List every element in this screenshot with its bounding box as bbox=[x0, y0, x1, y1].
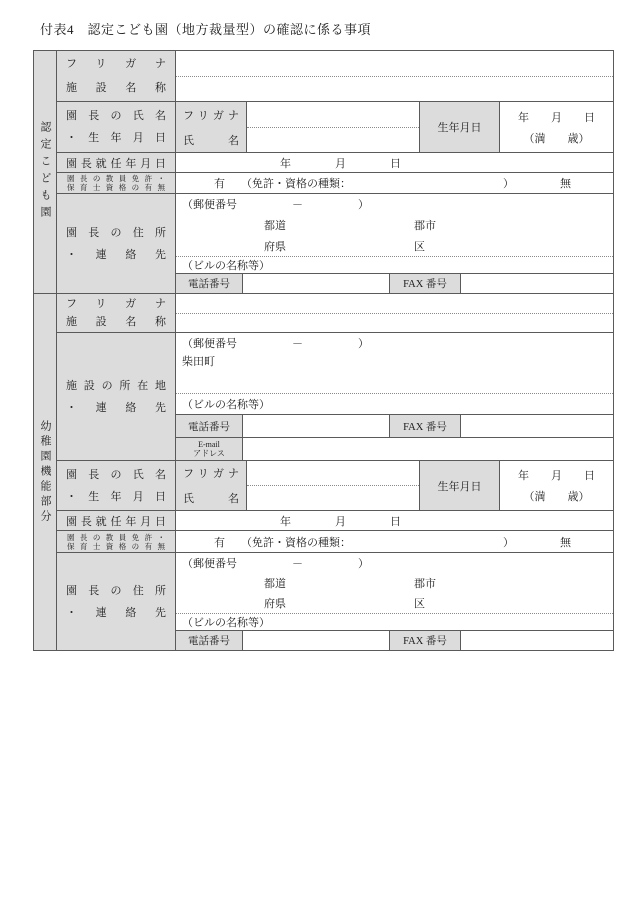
s2-region-input[interactable] bbox=[176, 573, 613, 613]
s1-appointment-input[interactable]: 年 月 日 bbox=[280, 157, 401, 170]
s1-license-label-l2: 保育士資格の有無 bbox=[67, 183, 165, 192]
s2-facility-label: 施設名称 bbox=[66, 316, 166, 328]
s1-furigana-label: フリガナ bbox=[66, 58, 166, 70]
s2-appointment-input[interactable]: 年 月 日 bbox=[280, 515, 401, 528]
form-table bbox=[33, 50, 614, 651]
s2-location-label-l2: ・連絡先 bbox=[66, 401, 166, 414]
s2-ku-label: 区 bbox=[414, 598, 425, 610]
s1-building-input[interactable]: （ビルの名称等） bbox=[176, 256, 613, 273]
s2-appointment-label-text: 園長就任年月日 bbox=[66, 515, 166, 528]
s2-address-label bbox=[57, 553, 176, 650]
s2-addr-tel-fax-row bbox=[176, 630, 613, 650]
s2-furigana-label: フリガナ bbox=[66, 298, 166, 310]
s1-facility-name-row bbox=[57, 51, 613, 101]
s1-postal-input[interactable]: （郵便番号 － ） bbox=[182, 199, 369, 211]
s2-fuken-label: 府県 bbox=[264, 598, 286, 610]
s1-address-row bbox=[57, 193, 613, 293]
s1-facility-name-label bbox=[57, 51, 176, 101]
s2-birthdate-value[interactable] bbox=[500, 461, 613, 510]
s1-ku-label: 区 bbox=[414, 240, 425, 253]
s2-fax-input[interactable] bbox=[461, 415, 613, 437]
s2-appointment-label bbox=[57, 511, 176, 530]
s1-director-name-sublabel: 氏名 bbox=[183, 134, 239, 147]
s1-director-furigana-sublabel: フリガナ bbox=[183, 109, 239, 122]
s2-email-label-l2: アドレス bbox=[193, 449, 225, 458]
s2-license-yes-option[interactable]: 有 bbox=[214, 536, 225, 549]
section-nintei-kodomoen bbox=[34, 51, 613, 293]
s2-license-kind-label: （免許・資格の種類： bbox=[241, 536, 351, 549]
s1-region-input[interactable] bbox=[176, 214, 613, 256]
s2-director-sublabel bbox=[176, 461, 247, 510]
s2-appointment-row bbox=[57, 510, 613, 530]
s1-facility-label: 施設名称 bbox=[66, 82, 166, 94]
s1-tel-input[interactable] bbox=[243, 274, 390, 293]
s2-location-label bbox=[57, 333, 176, 460]
s2-license-row bbox=[57, 530, 613, 552]
s1-address-label bbox=[57, 194, 176, 293]
s1-license-yes-option[interactable]: 有 bbox=[214, 178, 225, 190]
s2-birthdate-age: （満 歳） bbox=[523, 490, 590, 503]
s2-director-name-value bbox=[247, 461, 420, 510]
s1-director-furigana-input[interactable] bbox=[247, 102, 419, 128]
s2-director-label-l2: ・生年月日 bbox=[66, 490, 166, 503]
s2-email-row bbox=[176, 437, 613, 460]
section1-rows bbox=[57, 51, 613, 293]
s2-facility-name-input[interactable] bbox=[176, 314, 613, 333]
s2-location-row bbox=[57, 332, 613, 460]
s2-address-value bbox=[176, 553, 613, 650]
s2-addr-tel-input[interactable] bbox=[243, 631, 390, 650]
s1-appointment-label-text: 園長就任年月日 bbox=[66, 157, 166, 170]
s1-facility-name-input[interactable] bbox=[176, 77, 613, 102]
s1-license-close-paren: ） bbox=[503, 178, 514, 190]
s1-fax-input[interactable] bbox=[461, 274, 613, 293]
s2-address-label-l1: 園長の住所 bbox=[66, 584, 166, 597]
s1-license-row bbox=[57, 172, 613, 193]
s1-director-name-value bbox=[247, 102, 420, 152]
s1-license-kind-label: （免許・資格の種類： bbox=[241, 178, 351, 190]
s1-facility-furigana-input[interactable] bbox=[176, 51, 613, 77]
s2-license-no-option[interactable]: 無 bbox=[560, 536, 571, 549]
s2-director-furigana-sublabel: フリガナ bbox=[183, 468, 239, 481]
s1-facility-name-value bbox=[176, 51, 613, 101]
s1-license-label bbox=[57, 173, 176, 193]
s2-addr-building-input[interactable]: （ビルの名称等） bbox=[176, 613, 613, 630]
s2-facility-furigana-input[interactable] bbox=[176, 294, 613, 314]
s2-address-row bbox=[57, 552, 613, 650]
s2-location-label-l1: 施設の所在地 bbox=[66, 379, 166, 392]
section-yochien-kino bbox=[34, 293, 613, 650]
s2-birthdate-label: 生年月日 bbox=[420, 461, 500, 510]
s1-todo-label: 都道 bbox=[264, 219, 286, 232]
s2-email-input[interactable] bbox=[243, 438, 613, 460]
s2-postal-input[interactable]: （郵便番号 － ） bbox=[182, 338, 369, 350]
s1-address-value bbox=[176, 194, 613, 293]
s2-director-label bbox=[57, 461, 176, 510]
s1-director-label-l2: ・生年月日 bbox=[66, 132, 166, 144]
s2-facility-name-row bbox=[57, 294, 613, 332]
s2-license-label-l2: 保育士資格の有無 bbox=[67, 541, 165, 551]
s1-director-row bbox=[57, 101, 613, 152]
s2-addr-postal-input[interactable]: （郵便番号 － ） bbox=[182, 558, 369, 570]
s2-tel-fax-row bbox=[176, 414, 613, 437]
s2-gunshi-label: 郡市 bbox=[414, 578, 436, 590]
s2-tel-label: 電話番号 bbox=[176, 415, 243, 437]
s1-birthdate-value[interactable] bbox=[500, 102, 613, 152]
s1-appointment-row bbox=[57, 152, 613, 172]
s1-birthdate-label: 生年月日 bbox=[420, 102, 500, 152]
s1-tel-fax-row bbox=[176, 273, 613, 293]
section2-rows bbox=[57, 294, 613, 650]
s2-director-row bbox=[57, 460, 613, 510]
s1-gunshi-label: 郡市 bbox=[414, 219, 436, 232]
s1-tel-label: 電話番号 bbox=[176, 274, 243, 293]
s2-facility-name-value bbox=[176, 294, 613, 332]
s2-location-value bbox=[176, 333, 613, 460]
s2-email-label-l1: E-mail bbox=[198, 439, 220, 449]
s1-birthdate-ymd: 年 月 日 bbox=[518, 111, 595, 124]
s1-license-no-option[interactable]: 無 bbox=[560, 178, 571, 190]
s1-license-value bbox=[176, 173, 613, 193]
s2-director-name-sublabel: 氏名 bbox=[183, 492, 239, 505]
s2-license-close-paren: ） bbox=[503, 536, 514, 549]
s2-license-label-l1: 園長の教員免許・ bbox=[67, 532, 165, 542]
s1-appointment-label bbox=[57, 153, 176, 172]
s2-email-label bbox=[176, 438, 243, 460]
s1-address-label-l2: ・連絡先 bbox=[66, 248, 166, 261]
s2-building-input[interactable]: （ビルの名称等） bbox=[176, 393, 613, 414]
s2-todo-label: 都道 bbox=[264, 578, 286, 590]
s1-fuken-label: 府県 bbox=[264, 240, 286, 253]
section1-vertical-label: 認定こども園 bbox=[34, 51, 57, 293]
s2-addr-tel-label: 電話番号 bbox=[176, 631, 243, 650]
s1-director-label-l1: 園長の氏名 bbox=[66, 110, 166, 122]
s1-fax-label: FAX 番号 bbox=[390, 274, 461, 293]
s2-addr-fax-label: FAX 番号 bbox=[390, 631, 461, 650]
s2-tel-input[interactable] bbox=[243, 415, 390, 437]
page-title: 付表4 認定こども園（地方裁量型）の確認に係る事項 bbox=[40, 22, 372, 37]
s1-birthdate-age: （満 歳） bbox=[523, 132, 590, 145]
s1-director-name-input[interactable] bbox=[247, 128, 419, 153]
s2-director-name-input[interactable] bbox=[247, 486, 419, 510]
s1-license-label-l1: 園長の教員免許・ bbox=[67, 174, 165, 183]
s1-address-label-l1: 園長の住所 bbox=[66, 226, 166, 239]
s2-director-label-l1: 園長の氏名 bbox=[66, 468, 166, 481]
s2-location-input[interactable]: 柴田町 bbox=[182, 356, 215, 368]
s1-director-sublabel bbox=[176, 102, 247, 152]
s2-license-value bbox=[176, 531, 613, 552]
s1-director-label bbox=[57, 102, 176, 152]
s2-addr-fax-input[interactable] bbox=[461, 631, 613, 650]
section2-vertical-label: 幼稚園機能部分 bbox=[34, 294, 57, 650]
s2-fax-label: FAX 番号 bbox=[390, 415, 461, 437]
s2-birthdate-ymd: 年 月 日 bbox=[518, 470, 595, 483]
s2-address-label-l2: ・連絡先 bbox=[66, 606, 166, 619]
s2-facility-name-label bbox=[57, 294, 176, 332]
s2-license-label bbox=[57, 531, 176, 552]
s2-director-furigana-input[interactable] bbox=[247, 461, 419, 486]
